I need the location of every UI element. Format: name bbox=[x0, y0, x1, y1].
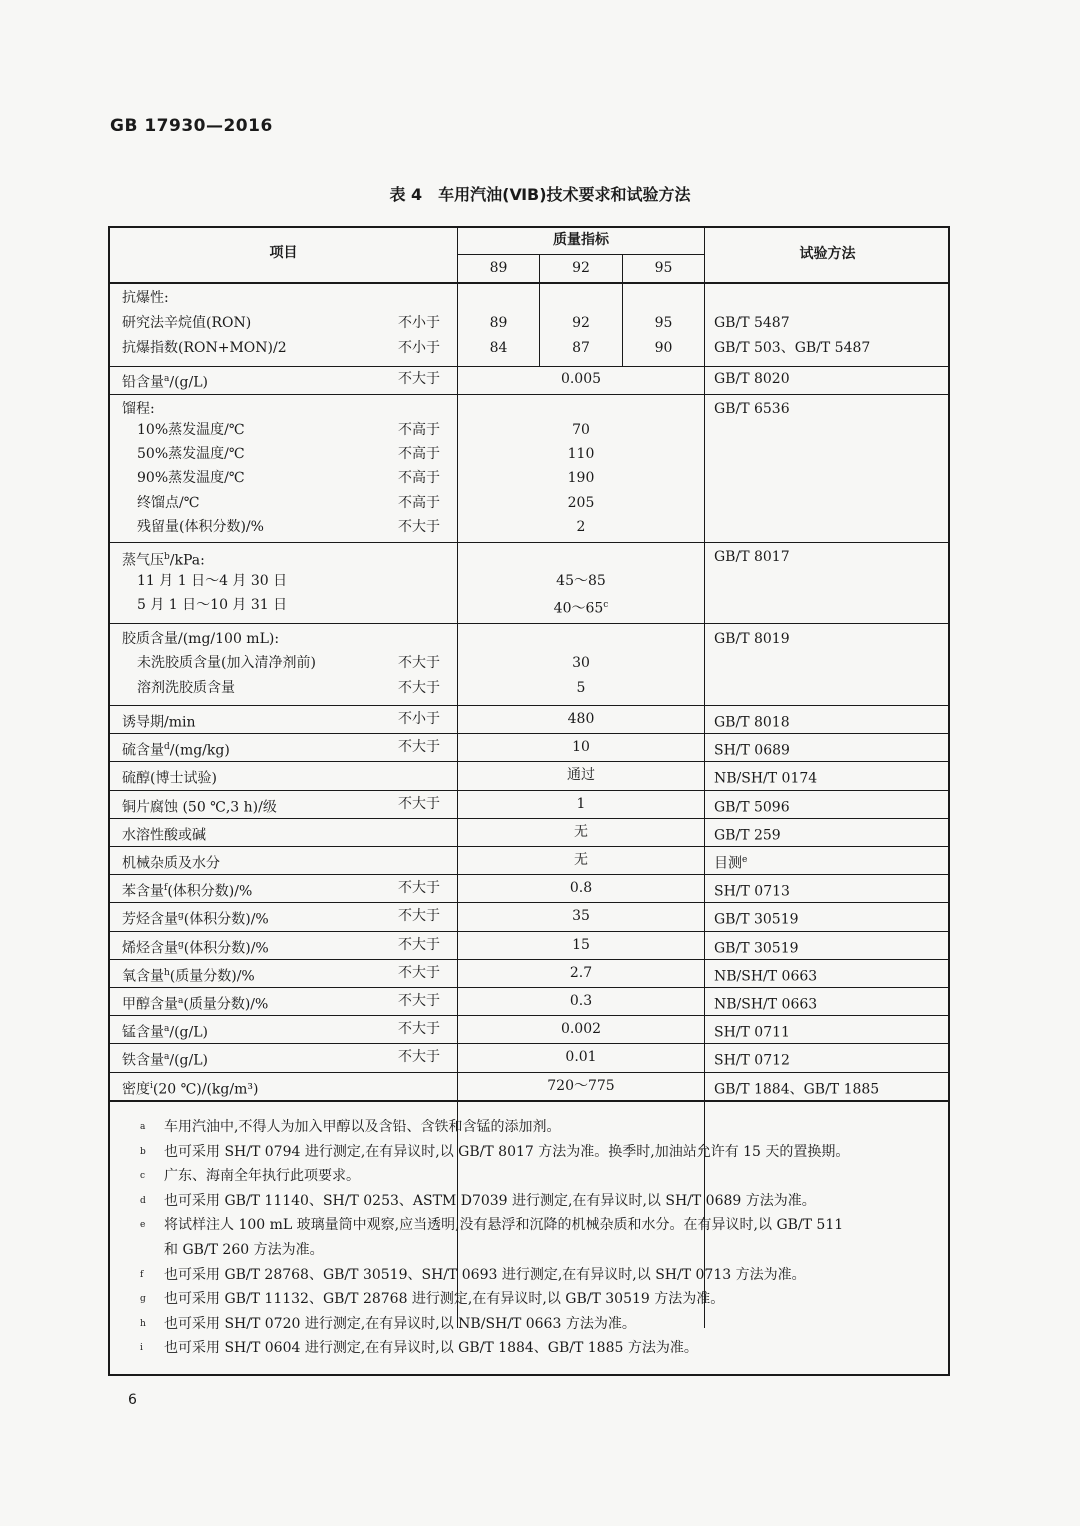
distillation-value: 205 bbox=[567, 495, 595, 511]
row-value: 0.01 bbox=[565, 1049, 597, 1066]
row-value: 无 bbox=[574, 852, 588, 868]
row-line bbox=[110, 394, 948, 395]
footnote-mark: b bbox=[140, 1146, 146, 1157]
footnote bbox=[140, 1167, 360, 1185]
row-label: 甲醇含量$^a$(质量分数)/% bbox=[122, 996, 269, 1013]
row-line bbox=[110, 902, 948, 903]
gum-unwashed-label: 未洗胶质含量(加入清净剂前) bbox=[137, 655, 316, 671]
row-line bbox=[110, 987, 948, 988]
row-label: 硫含量$^d$/(mg/kg) bbox=[122, 742, 230, 759]
footnote-mark: h bbox=[140, 1318, 146, 1329]
row-line bbox=[110, 874, 948, 875]
distillation-value: 70 bbox=[572, 422, 590, 438]
distillation-method: GB/T 6536 bbox=[714, 401, 790, 417]
footnote-text: 也可采用 SH/T 0794 进行测定,在有异议时,以 GB/T 8017 方法为准。换季时,加油站允许有 15 天的置换期。 bbox=[164, 1143, 850, 1160]
row-line bbox=[110, 790, 948, 791]
row-method: NB/SH/T 0663 bbox=[714, 996, 818, 1013]
footnote-mark: i bbox=[140, 1343, 143, 1354]
row-method: SH/T 0711 bbox=[714, 1024, 790, 1041]
row-label: 烯烃含量$^g$(体积分数)/% bbox=[122, 939, 269, 957]
footnote bbox=[140, 1266, 806, 1284]
footnote bbox=[140, 1143, 849, 1161]
row-line bbox=[110, 1072, 948, 1073]
row-method: GB/T 259 bbox=[714, 827, 781, 844]
row-line bbox=[110, 959, 948, 960]
gum-unwashed-value: 30 bbox=[572, 655, 590, 671]
row-value: 无 bbox=[574, 823, 588, 840]
aki-95: 90 bbox=[654, 340, 673, 356]
row-value: 0.3 bbox=[569, 993, 593, 1009]
row-value: 15 bbox=[572, 936, 590, 953]
col-line-method bbox=[704, 228, 705, 1328]
row-line bbox=[110, 623, 948, 624]
row-line bbox=[110, 761, 948, 762]
distillation-value: 110 bbox=[567, 446, 595, 462]
row-limit: 不大于 bbox=[398, 964, 440, 981]
footnote-mark: c bbox=[140, 1171, 146, 1182]
lead-value: 0.005 bbox=[560, 371, 602, 387]
row-line bbox=[110, 931, 948, 932]
distillation-value: 190 bbox=[567, 470, 595, 486]
ron-89: 89 bbox=[489, 315, 508, 331]
footnote-text: 也可采用 GB/T 11132、GB/T 28768 进行测定,在有异议时,以 GB/T 30519 方法为准。 bbox=[164, 1291, 725, 1308]
footnote-mark: g bbox=[140, 1294, 146, 1305]
spec-table bbox=[108, 226, 950, 1376]
row-line bbox=[110, 542, 948, 543]
row-method: 目测$^e$ bbox=[714, 855, 748, 872]
footnote-text: 广东、海南全年执行此项要求。 bbox=[164, 1168, 360, 1185]
row-line bbox=[110, 1043, 948, 1044]
footnote bbox=[140, 1290, 724, 1308]
row-label: 锰含量$^a$/(g/L) bbox=[122, 1024, 208, 1041]
footnote-text: 也可采用 SH/T 0720 进行测定,在有异议时,以 NB/SH/T 0663 方法为准。 bbox=[164, 1315, 636, 1332]
antiknock-title: 抗爆性: bbox=[122, 290, 169, 306]
row-value: 1 bbox=[576, 795, 586, 812]
standard-number: GB 17930—2016 bbox=[110, 116, 273, 136]
row-method: NB/SH/T 0663 bbox=[714, 968, 818, 985]
footnote bbox=[140, 1339, 698, 1357]
distillation-label: 终馏点/℃ bbox=[137, 495, 200, 511]
row-line bbox=[110, 366, 948, 367]
row-value: 0.002 bbox=[560, 1021, 602, 1038]
gum-unwashed-limit: 不大于 bbox=[398, 655, 440, 671]
distillation-label: 10%蒸发温度/℃ bbox=[137, 422, 245, 438]
row-label: 铁含量$^a$/(g/L) bbox=[122, 1052, 208, 1070]
distillation-label: 残留量(体积分数)/% bbox=[137, 519, 264, 535]
lead-label: 铅含量$^a$/(g/L) bbox=[122, 374, 208, 391]
aki-method: GB/T 503、GB/T 5487 bbox=[714, 340, 871, 356]
header-test-method: 试验方法 bbox=[799, 246, 856, 262]
header-item: 项目 bbox=[269, 245, 298, 261]
row-line bbox=[110, 818, 948, 819]
row-value: 720～775 bbox=[547, 1077, 615, 1094]
footnote-mark: d bbox=[140, 1195, 146, 1206]
header-subline bbox=[458, 254, 704, 255]
row-label: 铜片腐蚀 (50 ℃,3 h)/级 bbox=[122, 799, 277, 816]
vapor-summer-value: 40～65$^c$ bbox=[553, 600, 609, 617]
footnote-text: 和 GB/T 260 方法为准。 bbox=[164, 1242, 324, 1258]
row-method: NB/SH/T 0174 bbox=[714, 771, 818, 788]
distillation-limit: 不高于 bbox=[398, 422, 440, 438]
gum-washed-value: 5 bbox=[576, 680, 586, 696]
row-label: 氧含量$^h$(质量分数)/% bbox=[122, 967, 255, 985]
footnote-text: 将试样注人 100 mL 玻璃量筒中观察,应当透明,没有悬浮和沉降的机械杂质和水分。在有异议时,以 GB/T 511 bbox=[164, 1217, 844, 1234]
ron-92: 92 bbox=[572, 315, 590, 331]
row-value: 10 bbox=[572, 739, 590, 756]
row-value: 480 bbox=[567, 711, 595, 727]
footnote-text: 也可采用 SH/T 0604 进行测定,在有异议时,以 GB/T 1884、GB/T 1885 方法为准。 bbox=[164, 1340, 698, 1357]
row-limit: 不大于 bbox=[398, 1021, 440, 1038]
footnote-mark: a bbox=[140, 1122, 146, 1132]
row-limit: 不大于 bbox=[398, 880, 440, 897]
footnote bbox=[140, 1315, 636, 1333]
footnote-mark: e bbox=[140, 1220, 146, 1231]
vapor-title: 蒸气压$^b$/kPa: bbox=[122, 552, 205, 569]
footnote-text: 也可采用 GB/T 28768、GB/T 30519、SH/T 0693 进行测定,在有异议时,以 SH/T 0713 方法为准。 bbox=[164, 1266, 806, 1283]
gum-method: GB/T 8019 bbox=[714, 631, 790, 647]
row-label: 密度$^i$(20 ℃)/(kg/m³) bbox=[122, 1080, 259, 1098]
footnote bbox=[140, 1216, 843, 1234]
footnote bbox=[140, 1118, 560, 1136]
ron-method: GB/T 5487 bbox=[714, 315, 790, 331]
row-line bbox=[110, 733, 948, 734]
row-limit: 不大于 bbox=[398, 1049, 440, 1066]
footnote bbox=[140, 1192, 816, 1210]
distillation-label: 90%蒸发温度/℃ bbox=[137, 470, 245, 486]
header-quality-index: 质量指标 bbox=[553, 232, 609, 248]
row-value: 2.7 bbox=[569, 964, 593, 981]
row-limit: 不小于 bbox=[398, 711, 440, 727]
vapor-method: GB/T 8017 bbox=[714, 549, 790, 565]
row-method: GB/T 5096 bbox=[714, 799, 790, 816]
lead-limit: 不大于 bbox=[398, 371, 440, 387]
row-value: 0.8 bbox=[569, 880, 593, 897]
footnote-text: 车用汽油中,不得人为加入甲醇以及含铅、含铁和含锰的添加剂。 bbox=[164, 1119, 561, 1135]
gum-washed-limit: 不大于 bbox=[398, 680, 440, 696]
distillation-limit: 不高于 bbox=[398, 470, 440, 486]
row-limit: 不大于 bbox=[398, 795, 440, 812]
page-number: 6 bbox=[128, 1392, 137, 1408]
ron-limit: 不小于 bbox=[398, 315, 440, 331]
row-line bbox=[110, 1015, 948, 1016]
row-value: 通过 bbox=[567, 767, 595, 784]
row-line bbox=[110, 846, 948, 847]
row-line bbox=[110, 705, 948, 706]
row-method: SH/T 0689 bbox=[714, 742, 790, 759]
row-method: GB/T 1884、GB/T 1885 bbox=[714, 1081, 880, 1098]
distillation-limit: 不高于 bbox=[398, 446, 440, 462]
row-method: GB/T 8018 bbox=[714, 714, 790, 731]
row-limit: 不大于 bbox=[398, 936, 440, 953]
aki-label: 抗爆指数(RON+MON)/2 bbox=[122, 340, 287, 356]
row-label: 诱导期/min bbox=[122, 714, 196, 731]
header-grade-92: 92 bbox=[572, 260, 590, 276]
row-label: 芳烃含量$^g$(体积分数)/% bbox=[122, 911, 269, 929]
distillation-title: 馏程: bbox=[122, 401, 155, 417]
row-value: 35 bbox=[572, 908, 590, 925]
row-method: SH/T 0712 bbox=[714, 1053, 790, 1070]
header-grade-89: 89 bbox=[489, 260, 508, 276]
aki-89: 84 bbox=[489, 340, 508, 356]
row-label: 苯含量$^f$(体积分数)/% bbox=[122, 883, 253, 900]
row-limit: 不大于 bbox=[398, 908, 440, 925]
row-label: 机械杂质及水分 bbox=[122, 855, 220, 872]
vapor-winter-label: 11 月 1 日～4 月 30 日 bbox=[137, 573, 288, 589]
gum-title: 胶质含量/(mg/100 mL): bbox=[122, 631, 280, 647]
row-method: GB/T 30519 bbox=[714, 912, 799, 929]
footnote-mark: f bbox=[140, 1269, 144, 1280]
row-method: SH/T 0713 bbox=[714, 883, 790, 900]
distillation-limit: 不高于 bbox=[398, 495, 440, 511]
ron-label: 研究法辛烷值(RON) bbox=[122, 315, 252, 331]
vapor-summer-label: 5 月 1 日～10 月 31 日 bbox=[137, 597, 288, 613]
table-body-bottom-line bbox=[110, 1100, 948, 1102]
distillation-limit: 不大于 bbox=[398, 519, 440, 535]
row-label: 水溶性酸或碱 bbox=[122, 827, 206, 844]
aki-92: 87 bbox=[572, 340, 590, 356]
vapor-winter-value: 45～85 bbox=[556, 573, 606, 589]
lead-method: GB/T 8020 bbox=[714, 371, 790, 387]
row-limit: 不大于 bbox=[398, 993, 440, 1009]
ron-95: 95 bbox=[654, 315, 673, 331]
row-method: GB/T 30519 bbox=[714, 940, 799, 957]
row-label: 硫醇(博士试验) bbox=[122, 771, 217, 788]
table-caption: 表 4 车用汽油(ⅥB)技术要求和试验方法 bbox=[389, 185, 691, 204]
header-grade-95: 95 bbox=[654, 260, 673, 276]
aki-limit: 不小于 bbox=[398, 340, 440, 356]
gum-washed-label: 溶剂洗胶质含量 bbox=[137, 680, 235, 696]
footnote-text: 也可采用 GB/T 11140、SH/T 0253、ASTM D7039 进行测定,在有异议时,以 SH/T 0689 方法为准。 bbox=[164, 1192, 816, 1209]
distillation-value: 2 bbox=[576, 519, 586, 535]
header-bottom-line bbox=[110, 282, 948, 284]
row-limit: 不大于 bbox=[398, 739, 440, 756]
distillation-label: 50%蒸发温度/℃ bbox=[137, 446, 245, 462]
footnote bbox=[140, 1241, 324, 1259]
